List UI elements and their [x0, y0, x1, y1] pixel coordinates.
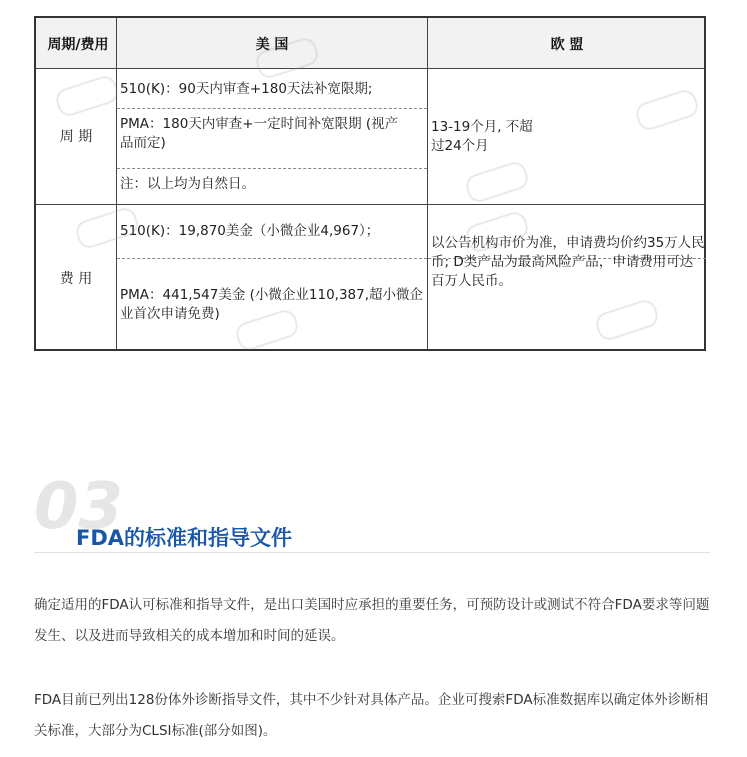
- us-fee-pma: PMA：441,547美金 (小微企业110,387,超小微企业首次申请免费): [120, 287, 424, 322]
- row-divider: [36, 204, 704, 205]
- watermark-logo: [73, 205, 141, 251]
- header-cycle-fee: 周期/费用: [47, 37, 109, 53]
- watermark-logo: [53, 73, 121, 119]
- header-us: 美 国: [255, 37, 289, 53]
- section-divider: [34, 552, 710, 553]
- us-cycle-510k: 510(K)：90天内审查+180天法补宽限期;: [120, 81, 373, 97]
- row-label-fee: 费 用: [59, 271, 93, 287]
- watermark-logo: [463, 159, 531, 205]
- comparison-table: [34, 16, 706, 351]
- watermark-logo: [633, 87, 701, 133]
- watermark-logo: [593, 297, 661, 343]
- us-cycle-pma: PMA：180天内审查+一定时间补宽限期 (视产品而定): [120, 116, 399, 151]
- column-divider: [427, 18, 428, 349]
- eu-cycle: 13-19个月, 不超过24个月: [431, 119, 533, 154]
- us-cycle-note: 注：以上均为自然日。: [120, 176, 255, 192]
- sub-row-divider: [117, 108, 427, 109]
- paragraph-2: FDA目前已列出128份体外诊断指导文件，其中不少针对具体产品。企业可搜索FDA标准数据库以确定体外诊断相关标准，大部分为CLSI标准(部分如图)。: [34, 692, 709, 739]
- sub-row-divider: [117, 258, 427, 259]
- sub-row-divider: [117, 168, 427, 169]
- eu-fee: 以公告机构市价为准，申请费均价约35万人民币; D类产品为最高风险产品，申请费用可达百万人民币。: [431, 235, 705, 289]
- section-number: 03: [34, 470, 124, 544]
- header-eu: 欧 盟: [550, 37, 584, 53]
- column-divider: [116, 18, 117, 349]
- section-title: FDA的标准和指导文件: [76, 526, 293, 550]
- paragraph-1: 确定适用的FDA认可标准和指导文件，是出口美国时应承担的重要任务，可预防设计或测试不符合FDA要求等问题发生、以及进而导致相关的成本增加和时间的延误。: [34, 597, 710, 644]
- row-label-cycle: 周 期: [59, 129, 93, 145]
- us-fee-510k: 510(K)：19,870美金（小微企业4,967）；: [120, 223, 380, 239]
